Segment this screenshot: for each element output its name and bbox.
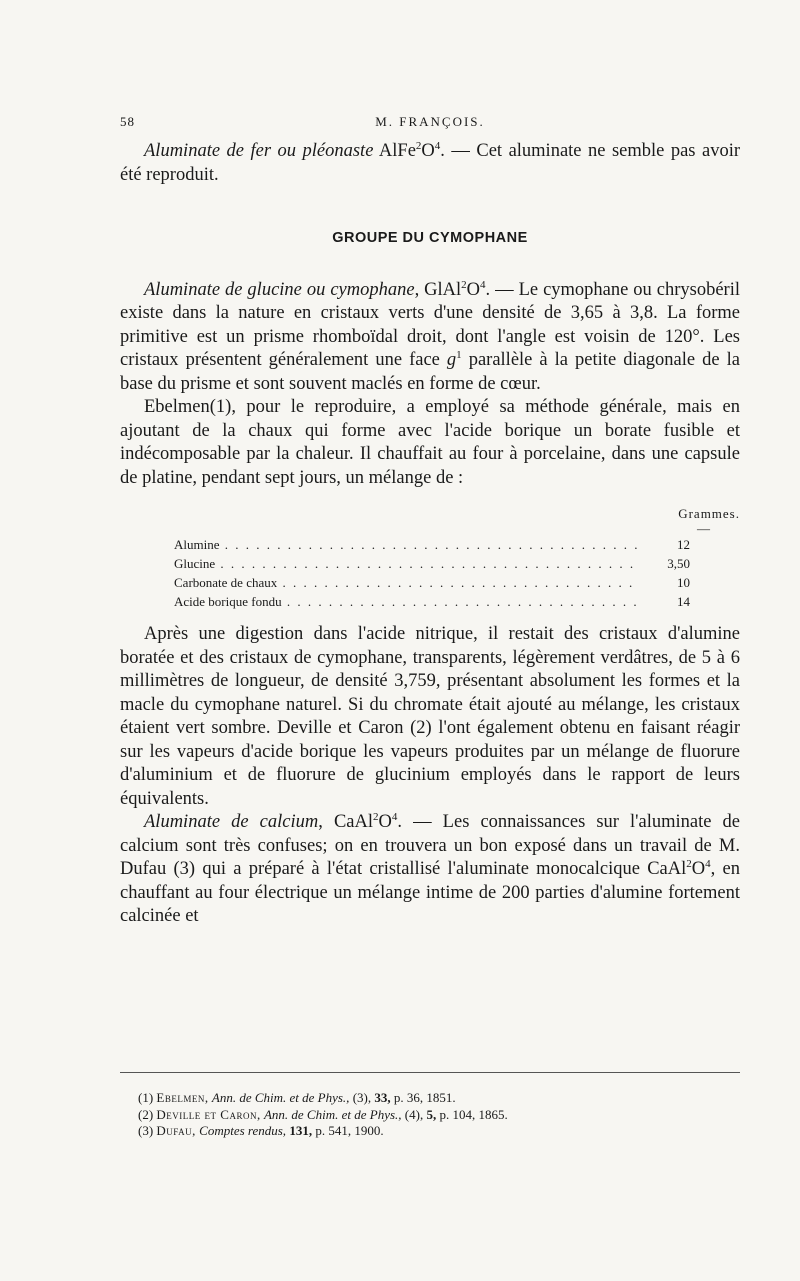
recipe-value: 10 (677, 575, 690, 590)
recipe-label: Glucine . . . (174, 554, 640, 573)
pleonaste-text: . — Cet aluminate ne semble pas avoir été reproduit. (120, 141, 741, 185)
cymophane-text: . — Le cymophane ou chrysobéril existe dans la nature en cristaux verts d'une densité de 3,65 à 3,8. La forme primitive est un prisme rhomboïdal droit, dont l'angle est voisin de 120°. Les cristaux présentent généralement une face (120, 279, 740, 370)
recipe-dash: — (697, 521, 710, 536)
calcium-ref: (3) (173, 859, 196, 879)
footnote-rule (120, 1072, 740, 1073)
recipe-value: 3,50 (667, 556, 690, 571)
recipe-value: 12 (677, 537, 690, 552)
ebelmen-text: , pour le reproduire, a employé sa méthode générale, mais en ajoutant de la chaux qui forme avec l'acide borique un borate fusible et indécomposable par la chaleur. Il chauffait au four à porcelaine, dans une capsule de platine, pendant sept jours, un mélange de : (120, 397, 740, 488)
running-title: M. FRANÇOIS. (375, 114, 485, 129)
footnote: (3) Dufau, Comptes rendus, 131, p. 541, 1900. (138, 1123, 384, 1138)
paragraph-after (120, 623, 740, 811)
calcium-text-a: . — Les connaissances sur l'aluminate de calcium sont très confuses; on en trouvera un bon exposé dans un travail de M. Dufau (120, 812, 740, 879)
calcium-title: Aluminate de calcium (144, 812, 319, 832)
cymophane-title: Aluminate de glucine ou cymophane (144, 279, 415, 300)
recipe-label: Carbonate de chaux . . . (174, 573, 640, 592)
recipe-value: 14 (677, 594, 690, 609)
pleonaste-formula: $AlFe^2O^4$ (378, 140, 441, 161)
cymophane-text-2: parallèle à la petite diagonale de la base du prisme et sont souvent maclés en forme de cœur. (120, 350, 740, 394)
footnote: (2) Deville et Caron, Ann. de Chim. et de Phys., (4), 5, p. 104, 1865. (138, 1106, 508, 1122)
main-text (120, 140, 740, 929)
ebelmen-ref: (1) (209, 397, 232, 417)
paragraph-cymophane: Aluminate de glucine ou cymophane, $GlAl^2O^4$. — Le cymophane ou chrysobéril existe dans la nature en cristaux verts d'une densité de 3,65 à 3,8. La forme primitive est un prisme rhomboïdal droit, dont l'angle est voisin de 120°. Les cristaux présentent généralement une face $g^1$ parallèle à la petite diagonale de la base du prisme et sont souvent maclés en forme de cœur. (120, 278, 740, 394)
cymophane-formula: $GlAl^2O^4$ (424, 278, 486, 300)
paragraph-calcium: Aluminate de calcium, $CaAl^2O^4$. — Les connaissances sur l'aluminate de calcium sont très confuses; on en trouvera un bon exposé dans un travail de M. Dufau (3) qui a préparé à l'état cristallisé l'aluminate monocalcique $CaAl^2O^4$, en chauffant au four électrique un mélange intime de 200 parties d'alumine fortement calcinée et (120, 811, 740, 926)
face-sup: 1 (456, 349, 462, 361)
calcium-formula: $CaAl^2O^4$ (333, 811, 398, 832)
footnotes (138, 1090, 738, 1140)
after-ref: (2) (410, 718, 432, 738)
recipe-row (120, 535, 740, 554)
running-header (120, 114, 740, 134)
ebelmen-name: Ebelmen (144, 397, 210, 417)
section-heading: GROUPE DU CYMOPHANE (332, 230, 528, 246)
recipe-row (120, 573, 740, 592)
recipe-row (120, 554, 740, 573)
recipe-unit-header: Grammes. (678, 506, 740, 521)
recipe-label: Acide borique fondu . . . (174, 592, 640, 611)
recipe-row (120, 592, 740, 611)
recipe-label: Alumine . . . (174, 535, 640, 554)
calcium-text-b: qui a préparé à l'état cristallisé l'aluminate monocalcique CaAl (195, 859, 687, 879)
page-number: 58 (120, 114, 135, 129)
recipe-table (120, 504, 740, 611)
paragraph-ebelmen (120, 396, 740, 490)
after-text-a: Après une digestion dans l'acide nitrique, il restait des cristaux d'alumine boratée et des cristaux de cymophane, transparents, légèrement verdâtres, de 5 à 6 millimètres de longueur, de densité 3,759, présentant absolument les formes et la macle du cymophane naturel. Si du chromate était ajouté au mélange, les cristaux étaient vert sombre. Deville et Caron (120, 624, 740, 738)
pleonaste-title: Aluminate de fer ou pléonaste (144, 141, 374, 161)
calcium-text-c: , en chauffant au four électrique un mélange intime de 200 parties d'alumine fortement calcinée et (120, 859, 740, 926)
after-text-b: l'ont également obtenu en faisant réagir sur les vapeurs d'acide borique les vapeurs produites par un mélange de fluorure d'aluminium et de fluorure de glucinium employés dans le rapport de leurs équivalents. (120, 718, 741, 809)
paragraph-pleonaste (120, 140, 740, 187)
footnote: (1) Ebelmen, Ann. de Chim. et de Phys., (3), 33, p. 36, 1851. (138, 1090, 456, 1105)
face-symbol: g (446, 350, 457, 370)
